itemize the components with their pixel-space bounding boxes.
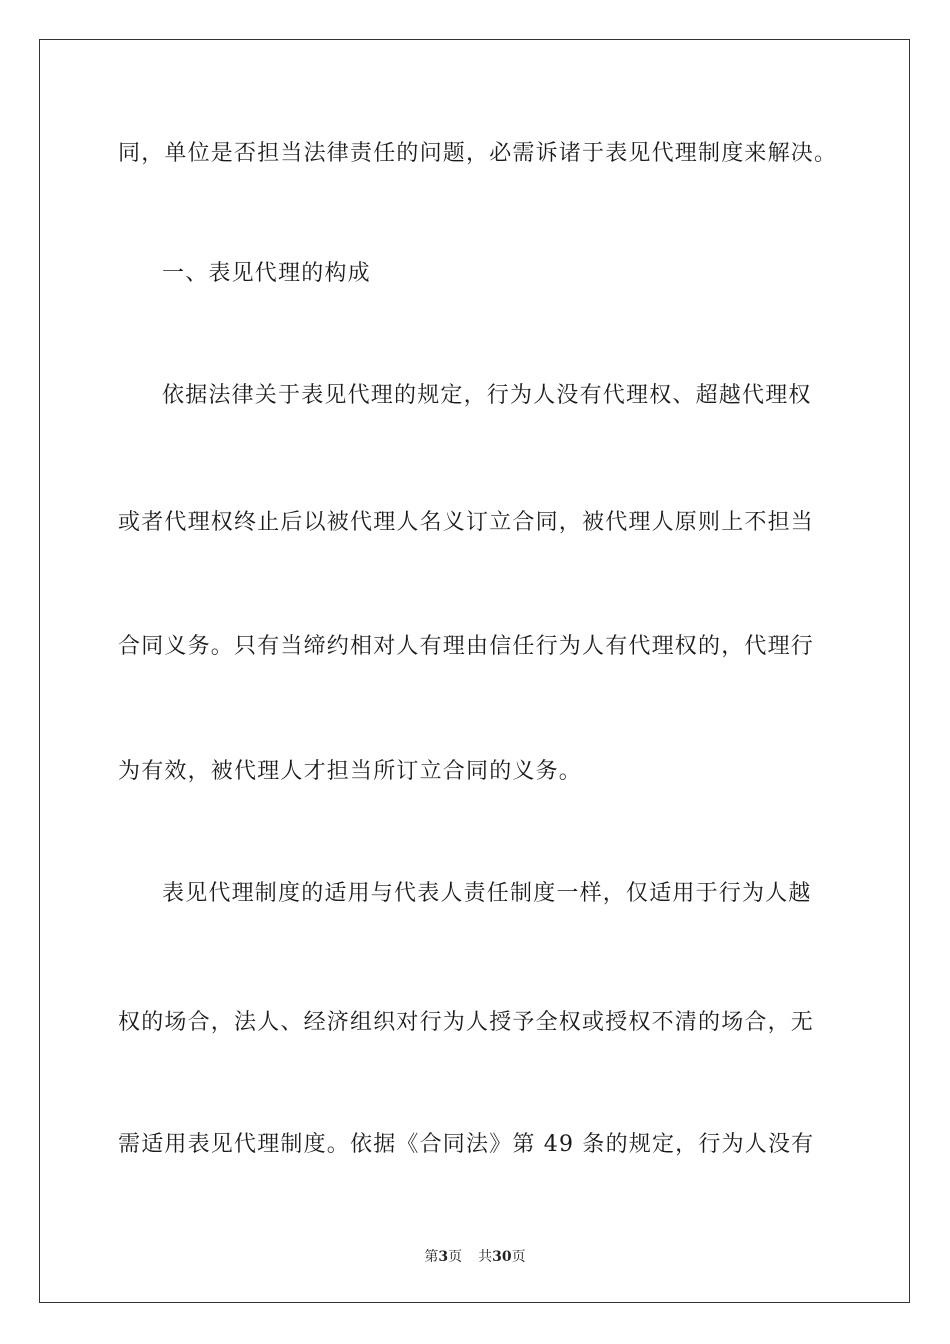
body-line-4: 或者代理权终止后以被代理人名义订立合同，被代理人原则上不担当 [118,510,815,535]
body-line-3: 依据法律关于表见代理的规定，行为人没有代理权、超越代理权 [162,383,812,408]
body-line-1: 同，单位是否担当法律责任的问题，必需诉诸于表见代理制度来解决。 [118,141,838,166]
page-number: 3 [438,1249,449,1265]
body-line-6: 为有效，被代理人才担当所订立合同的义务。 [118,759,583,784]
total-pages: 30 [492,1249,512,1265]
page-prefix: 第 [424,1249,439,1265]
body-line-5: 合同义务。只有当缔约相对人有理由信任行为人有代理权的，代理行 [118,634,815,659]
section-heading: 一、表见代理的构成 [162,261,371,286]
body-line-8: 权的场合，法人、经济组织对行为人授予全权或授权不清的场合，无 [118,1010,815,1035]
body-line-7: 表见代理制度的适用与代表人责任制度一样，仅适用于行为人越 [162,881,812,906]
page-footer [0,1248,950,1266]
page-suffix: 页 [448,1249,463,1265]
total-suffix: 页 [511,1249,526,1265]
total-prefix: 共 [478,1249,493,1265]
body-line-9: 需适用表见代理制度。依据《合同法》第 49 条的规定，行为人没有 [118,1132,815,1157]
page-border [39,39,910,1303]
